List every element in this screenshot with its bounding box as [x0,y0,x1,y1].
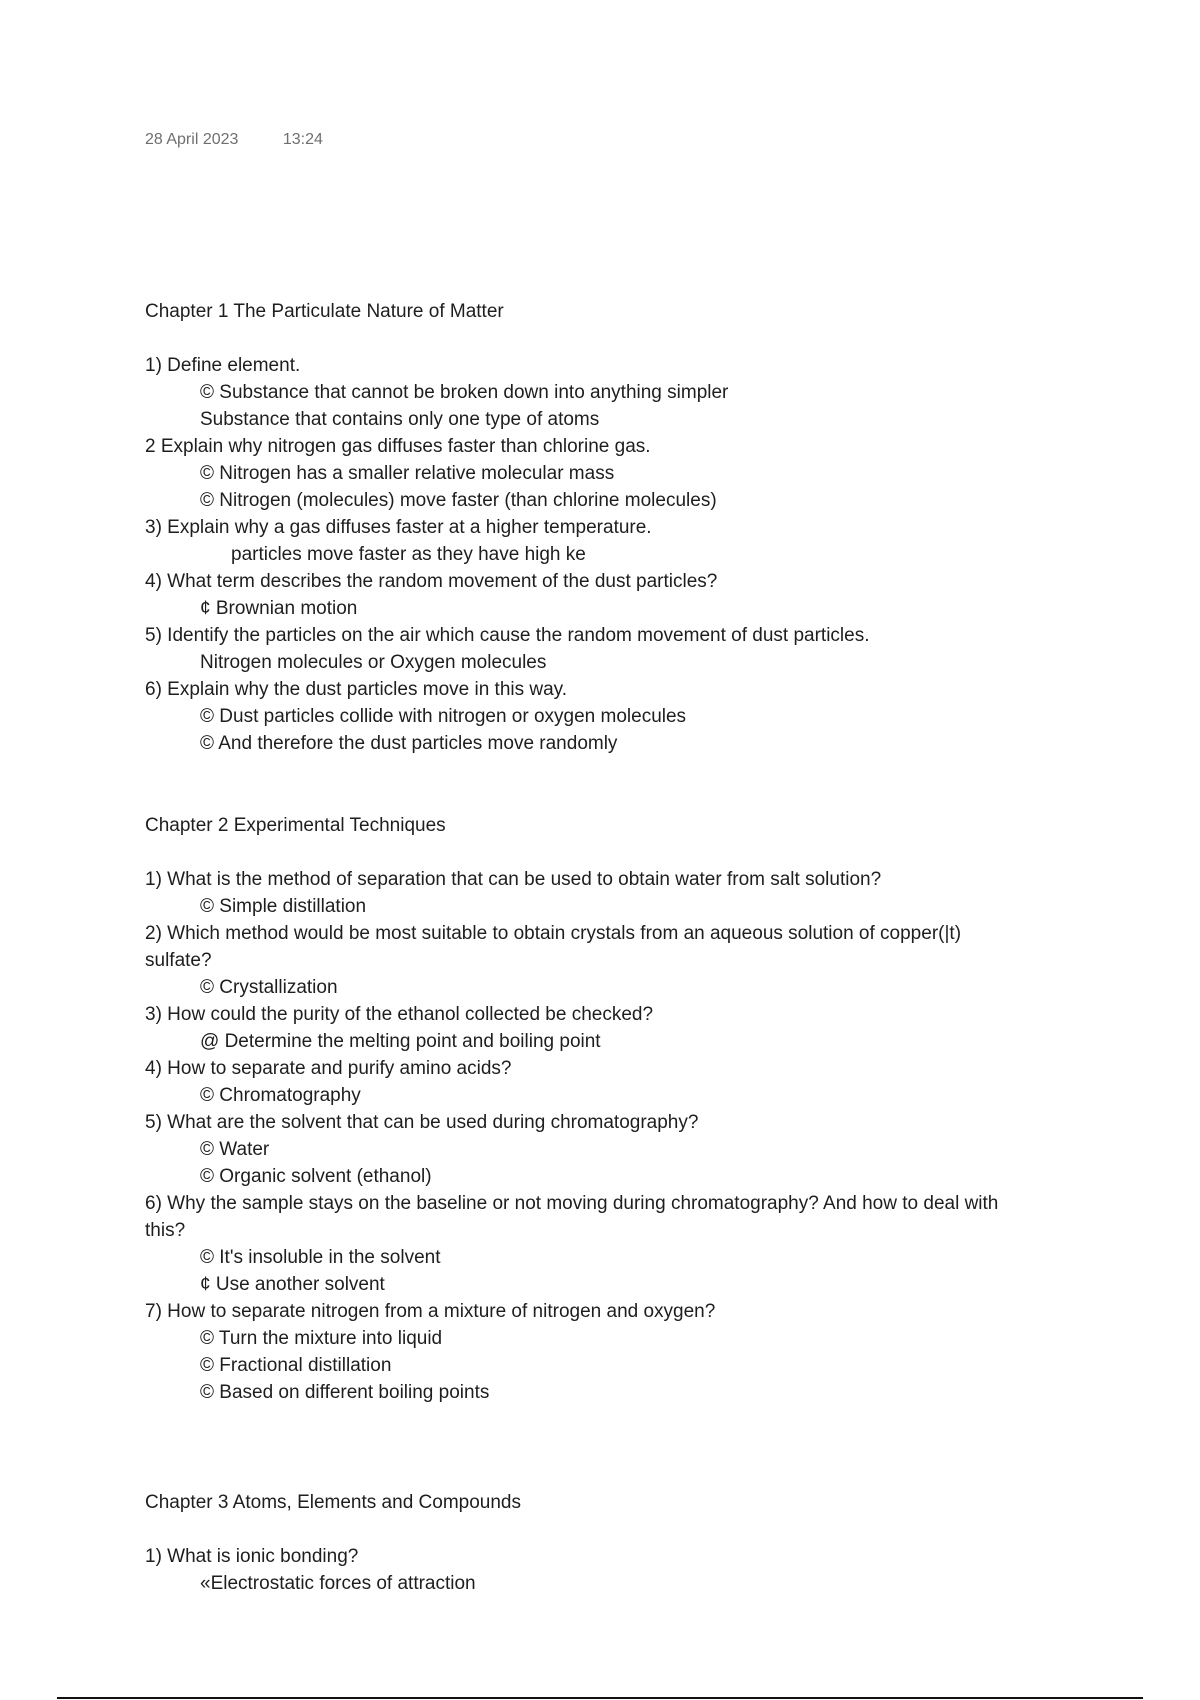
answer-line: ¢ Brownian motion [200,598,358,619]
question-line: 6) Why the sample stays on the baseline or not moving during chromatography? And how to deal with [145,1193,999,1214]
answer-line: © Water [200,1139,270,1160]
question-line: 4) How to separate and purify amino acids? [145,1058,512,1079]
answer-line: © Substance that cannot be broken down into anything simpler [200,382,729,403]
chapter-section [145,1489,1085,1597]
answer-line: © Fractional distillation [200,1355,392,1376]
question-line: 1) Define element. [145,355,301,376]
question-line: 5) Identify the particles on the air which cause the random movement of dust particles. [145,625,870,646]
note-time: 13:24 [282,131,323,148]
question-line: sulfate? [145,950,212,971]
question-line: 7) How to separate nitrogen from a mixture of nitrogen and oxygen? [145,1301,716,1322]
qa-list [145,352,1085,757]
qa-list [145,1543,1085,1597]
qa-list [145,866,1085,1406]
note-timestamp [145,131,323,149]
answer-line: particles move faster as they have high ke [231,544,586,565]
question-line: 5) What are the solvent that can be used during chromatography? [145,1112,699,1133]
answer-line: © Based on different boiling points [200,1382,490,1403]
question-line: 3) How could the purity of the ethanol collected be checked? [145,1004,654,1025]
page-bottom-rule [57,1697,1143,1699]
question-line: this? [145,1220,186,1241]
question-line: 6) Explain why the dust particles move in this way. [145,679,568,700]
answer-line: © Dust particles collide with nitrogen or oxygen molecules [200,706,687,727]
answer-line: @ Determine the melting point and boiling point [200,1031,601,1052]
question-line: 1) What is the method of separation that can be used to obtain water from salt solution? [145,869,882,890]
chapter-title: Chapter 3 Atoms, Elements and Compounds [145,1492,521,1513]
answer-line: © Simple distillation [200,896,367,917]
answer-line: Nitrogen molecules or Oxygen molecules [200,652,547,673]
answer-line: © Nitrogen (molecules) move faster (than chlorine molecules) [200,490,717,511]
question-line: 3) Explain why a gas diffuses faster at a higher temperature. [145,517,652,538]
chapter-section [145,812,1085,1406]
chapter-title: Chapter 2 Experimental Techniques [145,815,446,836]
answer-line: © Chromatography [200,1085,361,1106]
answer-line: © And therefore the dust particles move randomly [200,733,618,754]
chapter-section [145,298,1085,757]
question-line: 2) Which method would be most suitable to obtain crystals from an aqueous solution of copper(|t) [145,923,962,944]
answer-line: © Organic solvent (ethanol) [200,1166,432,1187]
question-line: 2 Explain why nitrogen gas diffuses faster than chlorine gas. [145,436,651,457]
answer-line: ¢ Use another solvent [200,1274,385,1295]
chapter-title: Chapter 1 The Particulate Nature of Matter [145,301,504,322]
answer-line: © Nitrogen has a smaller relative molecular mass [200,463,615,484]
note-date: 28 April 2023 [145,131,239,148]
question-line: 1) What is ionic bonding? [145,1546,359,1567]
answer-line: «Electrostatic forces of attraction [200,1573,476,1594]
answer-line: Substance that contains only one type of atoms [200,409,600,430]
question-line: 4) What term describes the random movement of the dust particles? [145,571,718,592]
answer-line: © Turn the mixture into liquid [200,1328,443,1349]
answer-line: © Crystallization [200,977,338,998]
answer-line: © It's insoluble in the solvent [200,1247,441,1268]
